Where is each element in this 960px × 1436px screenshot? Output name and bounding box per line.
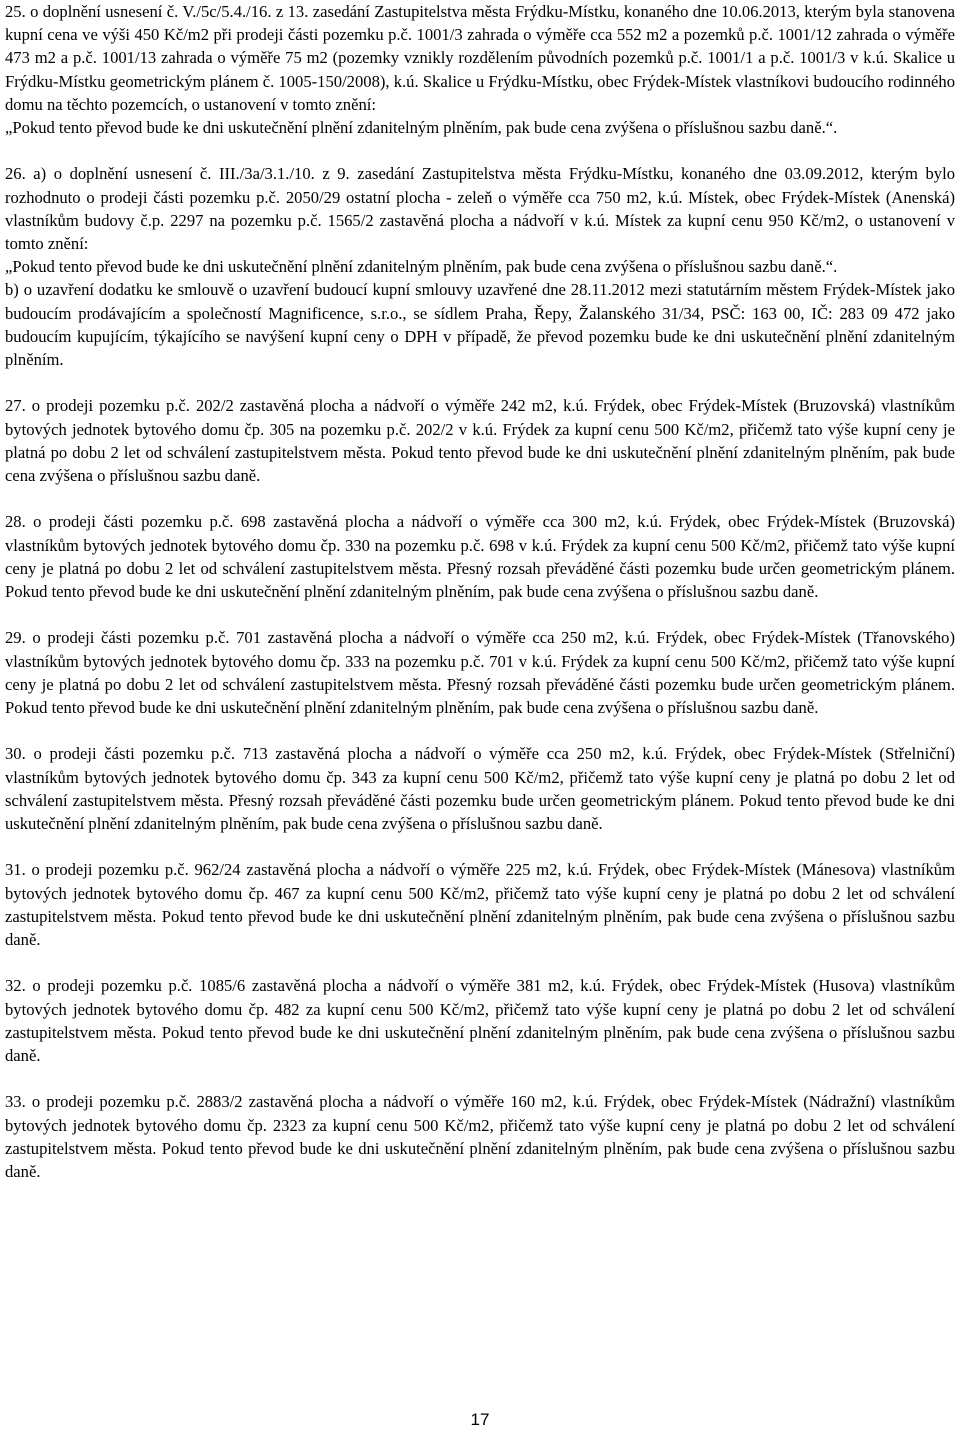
resolution-33: 33. o prodeji pozemku p.č. 2883/2 zastavěná plocha a nádvoří o výměře 160 m2, k.ú. Frýdek, obec Frýdek-Místek (Nádražní) vlastníkům bytových jednotek bytového domu čp. 2323 za kupní cenu 500 Kč/m2, přičemž tato výše kupní ceny je platná po dobu 2 let od schválení zastupitelstvem města. Pokud tento převod bude ke dni uskutečnění plnění zdanitelným plněním, pak bude cena zvýšena o příslušnou sazbu daně. [5,1092,955,1182]
resolution-31: 31. o prodeji pozemku p.č. 962/24 zastavěná plocha a nádvoří o výměře 225 m2, k.ú. Frýdek, obec Frýdek-Místek (Mánesova) vlastníkům bytových jednotek bytového domu čp. 467 za kupní cenu 500 Kč/m2, přičemž tato výše kupní ceny je platná po dobu 2 let od schválení zastupitelstvem města. Pokud tento převod bude ke dni uskutečnění plnění zdanitelným plněním, pak bude cena zvýšena o příslušnou sazbu daně. [5,860,955,950]
paragraph-gap [5,951,955,974]
paragraph-gap [5,835,955,858]
resolution-32: 32. o prodeji pozemku p.č. 1085/6 zastavěná plocha a nádvoří o výměře 381 m2, k.ú. Frýdek, obec Frýdek-Místek (Husova) vlastníkům bytových jednotek bytového domu čp. 482 za kupní cenu 500 Kč/m2, přičemž tato výše kupní ceny je platná po dobu 2 let od schválení zastupitelstvem města. Pokud tento převod bude ke dni uskutečnění plnění zdanitelným plněním, pak bude cena zvýšena o příslušnou sazbu daně. [5,976,955,1066]
resolution-29: 29. o prodeji části pozemku p.č. 701 zastavěná plocha a nádvoří o výměře cca 250 m2, k.ú. Frýdek, obec Frýdek-Místek (Třanovského) vlastníkům bytových jednotek bytového domu čp. 333 na pozemku p.č. 701 v k.ú. Frýdek za kupní cenu 500 Kč/m2, přičemž tato výše kupní ceny je platná po dobu 2 let od schválení zastupitelstvem města. Přesný rozsah převáděné části pozemku bude určen geometrickým plánem. Pokud tento převod bude ke dni uskutečnění plnění zdanitelným plněním, pak bude cena zvýšena o příslušnou sazbu daně. [5,628,955,718]
resolution-26b: b) o uzavření dodatku ke smlouvě o uzavření budoucí kupní smlouvy uzavřené dne 28.11.2012 mezi statutárním městem Frýdek-Místek jako budoucím prodávajícím a společností Magnificence, s.r.o., se sídlem Praha, Řepy, Žalanského 31/34, PSČ: 163 00, IČ: 283 09 472 jako budoucím kupujícím, týkajícího se navýšení kupní ceny o DPH v případě, že převod pozemku bude ke dni uskutečnění plnění zdanitelným plněním. [5,280,955,370]
resolution-26a: 26. a) o doplnění usnesení č. III./3a/3.1./10. z 9. zasedání Zastupitelstva města Frýdku-Místku, konaného dne 03.09.2012, kterým bylo rozhodnuto o prodeji části pozemku p.č. 2050/29 ostatní plocha - zeleň o výměře cca 750 m2, k.ú. Místek, obec Frýdek-Místek (Anenská) vlastníkům budovy č.p. 2297 na pozemku p.č. 1565/2 zastavěná plocha a nádvoří v k.ú. Místek za kupní cenu 950 Kč/m2, o ustanovení v tomto znění: [5,164,955,254]
resolution-30: 30. o prodeji části pozemku p.č. 713 zastavěná plocha a nádvoří o výměře cca 250 m2, k.ú. Frýdek, obec Frýdek-Místek (Střelniční) vlastníkům bytových jednotek bytového domu čp. 343 za kupní cenu 500 Kč/m2, přičemž tato výše kupní ceny je platná po dobu 2 let od schválení zastupitelstvem města. Přesný rozsah převáděné části pozemku bude určen geometrickým plánem. Pokud tento převod bude ke dni uskutečnění plnění zdanitelným plněním, pak bude cena zvýšena o příslušnou sazbu daně. [5,744,955,834]
resolution-28: 28. o prodeji části pozemku p.č. 698 zastavěná plocha a nádvoří o výměře cca 300 m2, k.ú. Frýdek, obec Frýdek-Místek (Bruzovská) vlastníkům bytových jednotek bytového domu čp. 330 na pozemku p.č. 698 v k.ú. Frýdek za kupní cenu 500 Kč/m2, přičemž tato výše kupní ceny je platná po dobu 2 let od schválení zastupitelstvem města. Přesný rozsah převáděné části pozemku bude určen geometrickým plánem. Pokud tento převod bude ke dni uskutečnění plnění zdanitelným plněním, pak bude cena zvýšena o příslušnou sazbu daně. [5,512,955,602]
paragraph-gap [5,719,955,742]
resolution-25-clause: „Pokud tento převod bude ke dni uskutečnění plnění zdanitelným plněním, pak bude cena zvýšena o příslušnou sazbu daně.“. [5,118,838,138]
paragraph-gap [5,487,955,510]
resolution-26a-clause: „Pokud tento převod bude ke dni uskutečnění plnění zdanitelným plněním, pak bude cena zvýšena o příslušnou sazbu daně.“. [5,257,838,277]
paragraph-gap [5,371,955,394]
paragraph-gap [5,1067,955,1090]
page-number: 17 [470,1410,490,1429]
resolution-27: 27. o prodeji pozemku p.č. 202/2 zastavěná plocha a nádvoří o výměře 242 m2, k.ú. Frýdek, obec Frýdek-Místek (Bruzovská) vlastníkům bytových jednotek bytového domu čp. 305 na pozemku p.č. 202/2 v k.ú. Frýdek za kupní cenu 500 Kč/m2, přičemž tato výše kupní ceny je platná po dobu 2 let od schválení zastupitelstvem města. Pokud tento převod bude ke dni uskutečnění plnění zdanitelným plněním, pak bude cena zvýšena o příslušnou sazbu daně. [5,396,955,486]
paragraph-gap [5,139,955,162]
resolution-25: 25. o doplnění usnesení č. V./5c/5.4./16. z 13. zasedání Zastupitelstva města Frýdku-Místku, konaného dne 10.06.2013, kterým byla stanovena kupní cena ve výši 450 Kč/m2 při prodeji části pozemku p.č. 1001/3 zahrada o výměře cca 552 m2 a pozemků p.č. 1001/12 zahrada o výměře 473 m2 a p.č. 1001/13 zahrada o výměře 75 m2 (pozemky vznikly rozdělením původních pozemků p.č. 1001/1 a p.č. 1001/3 v k.ú. Skalice u Frýdku-Místku geometrickým plánem č. 1005-150/2008), k.ú. Skalice u Frýdku-Místku, obec Frýdek-Místek vlastníkovi budoucího rodinného domu na těchto pozemcích, o ustanovení v tomto znění: [5,2,955,114]
paragraph-gap [5,603,955,626]
document-page [5,0,955,1183]
